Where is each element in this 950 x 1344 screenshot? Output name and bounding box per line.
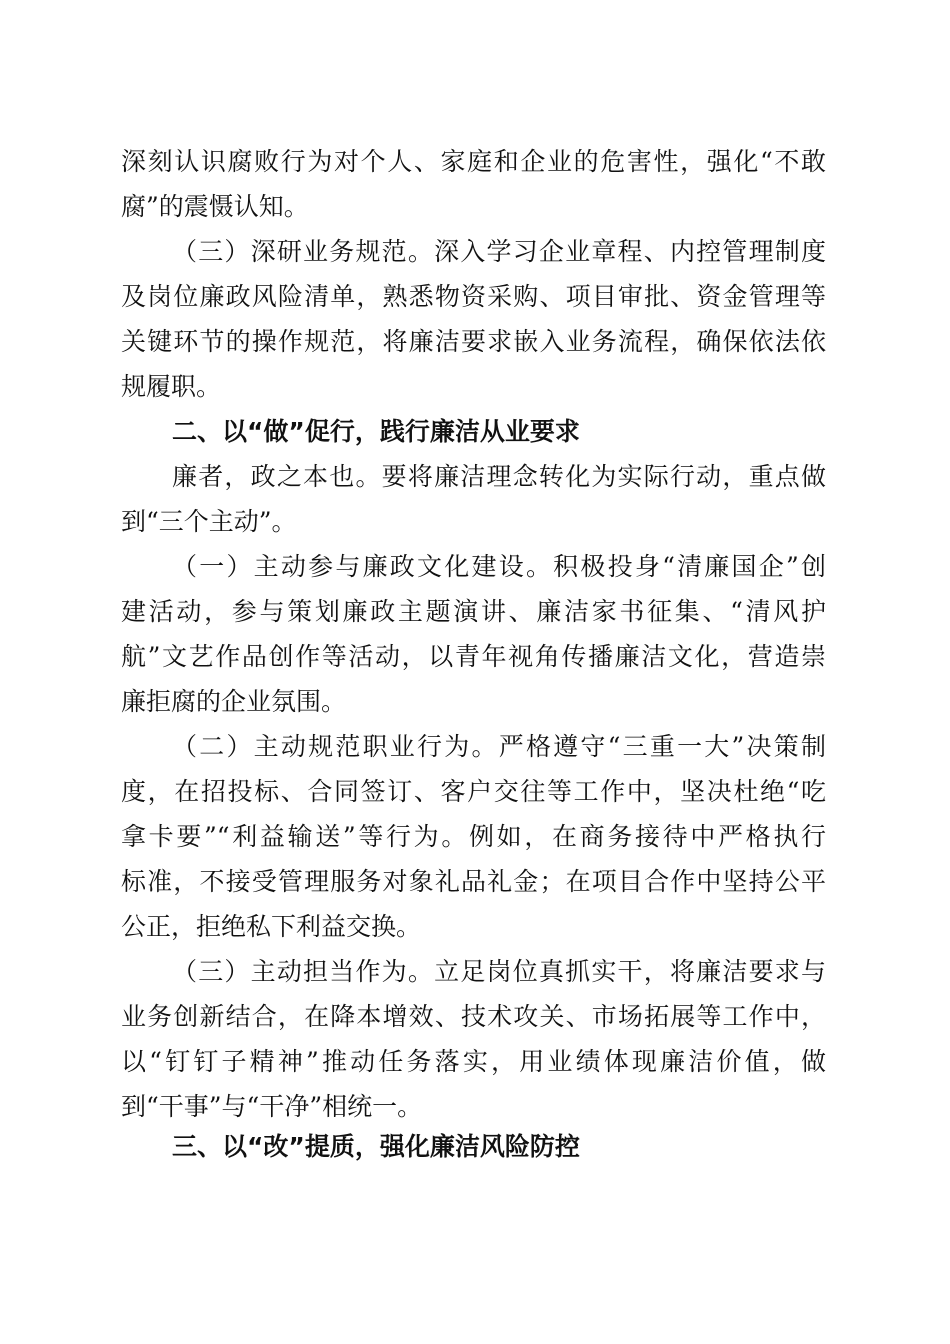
paragraph-line: 公正，拒绝私下利益交换。 xyxy=(121,912,422,941)
paragraph-line: 业务创新结合，在降本增效、技术攻关、市场拓展等工作中， xyxy=(121,1002,826,1031)
paragraph-line: 航”文艺作品创作等活动，以青年视角传播廉洁文化，营造崇 xyxy=(121,642,826,671)
paragraph-line: 到“干事”与“干净”相统一。 xyxy=(121,1092,423,1121)
paragraph-line: 拿卡要”“利益输送”等行为。例如，在商务接待中严格执行 xyxy=(121,822,826,851)
paragraph-line: 廉拒腐的企业氛围。 xyxy=(121,687,347,716)
paragraph-line: 关键环节的操作规范，将廉洁要求嵌入业务流程，确保依法依 xyxy=(121,327,826,356)
paragraph-line: （二）主动规范职业行为。严格遵守“三重一大”决策制 xyxy=(172,732,826,761)
paragraph-line: 深刻认识腐败行为对个人、家庭和企业的危害性，强化“不敢 xyxy=(121,147,826,176)
paragraph-line: 度，在招投标、合同签订、客户交往等工作中，坚决杜绝“吃 xyxy=(121,777,826,806)
paragraph-line: （三）深研业务规范。深入学习企业章程、内控管理制度 xyxy=(172,237,826,266)
paragraph-line: （三）主动担当作为。立足岗位真抓实干，将廉洁要求与 xyxy=(172,957,826,986)
paragraph-line: 规履职。 xyxy=(121,372,222,401)
paragraph-line: 廉者，政之本也。要将廉洁理念转化为实际行动，重点做 xyxy=(172,462,826,491)
paragraph-line: （一）主动参与廉政文化建设。积极投身“清廉国企”创 xyxy=(172,552,826,581)
paragraph-line: 标准，不接受管理服务对象礼品礼金；在项目合作中坚持公平 xyxy=(121,867,826,896)
paragraph-line: 及岗位廉政风险清单，熟悉物资采购、项目审批、资金管理等 xyxy=(121,282,826,311)
paragraph-line: 腐”的震慑认知。 xyxy=(121,192,309,221)
paragraph-line: 以“钉钉子精神”推动任务落实，用业绩体现廉洁价值，做 xyxy=(121,1047,826,1076)
section-heading: 二、以“做”促行，践行廉洁从业要求 xyxy=(172,417,580,446)
paragraph-line: 建活动，参与策划廉政主题演讲、廉洁家书征集、“清风护 xyxy=(121,597,826,626)
paragraph-line: 到“三个主动”。 xyxy=(121,507,297,536)
section-heading: 三、以“改”提质，强化廉洁风险防控 xyxy=(172,1132,580,1161)
